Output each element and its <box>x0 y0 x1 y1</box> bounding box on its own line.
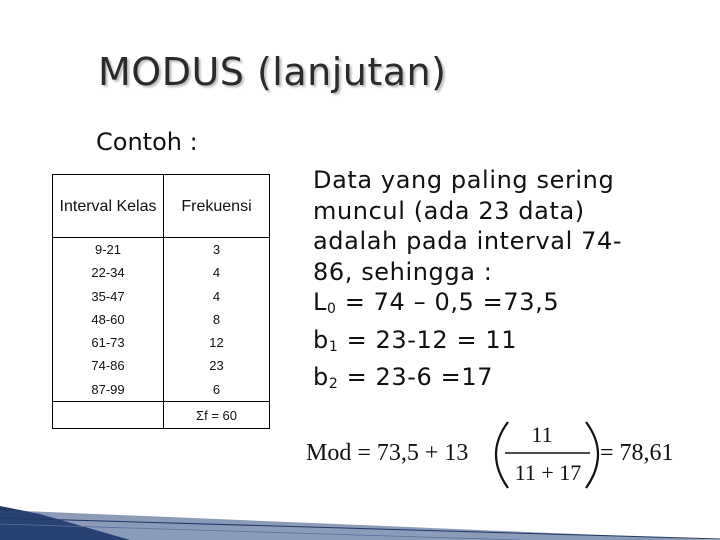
frequency-cell: 3 <box>212 242 221 257</box>
frequency-cell: 4 <box>212 288 221 304</box>
formula-numerator: 11 <box>531 422 553 447</box>
frequency-cell: 23 <box>209 358 224 374</box>
interval-cell: 87-99 <box>91 381 125 397</box>
right-paren <box>586 422 598 488</box>
header-frequency: Frekuensi <box>164 175 270 238</box>
header-interval: Interval Kelas <box>53 175 164 238</box>
frequency-cell: 8 <box>212 311 221 327</box>
formula-lhs: Mod = 73,5 + 13 <box>306 440 469 466</box>
example-label: Contoh : <box>96 128 198 156</box>
frequency-cell: 6 <box>212 381 221 397</box>
interval-column <box>53 238 164 402</box>
left-paren <box>496 422 508 488</box>
formula-result: = 78,61 <box>600 440 674 466</box>
explanation-line: Data yang paling sering <box>313 166 615 194</box>
mode-formula <box>300 416 700 496</box>
sum-cell: Σf = 60 <box>164 402 270 429</box>
interval-cell: 35-47 <box>91 288 125 304</box>
b1-line: $b_1 = 23-12 = 11$ <box>313 325 518 355</box>
formula-denominator: 11 + 17 <box>514 460 582 485</box>
explanation-text <box>313 165 713 400</box>
explanation-line: muncul (ada 23 data) <box>313 196 585 225</box>
frequency-cell: 4 <box>212 265 221 281</box>
frequency-table <box>52 174 270 429</box>
interval-cell: 9-21 <box>94 242 122 257</box>
interval-cell: 48-60 <box>91 311 125 327</box>
interval-cell: 74-86 <box>91 358 125 374</box>
table-sum-row <box>53 402 270 429</box>
explanation-line: adalah pada interval 74- <box>313 227 623 255</box>
decorative-swoosh <box>0 500 720 540</box>
table-header-row <box>53 175 270 238</box>
b2-line: $b_2 = 23-6 =17$ <box>313 363 494 392</box>
explanation-line: 86, sehingga : <box>313 257 493 286</box>
table-body-row <box>53 238 270 402</box>
l0-line: $L_0 = 74 - 0,5 =73,5$ <box>313 288 560 317</box>
frequency-cell: 12 <box>209 335 224 351</box>
interval-cell: 61-73 <box>91 335 125 351</box>
interval-cell: 22-34 <box>91 265 125 281</box>
frequency-column <box>164 238 270 402</box>
sum-empty-cell <box>53 402 164 429</box>
page-title: MODUS (lanjutan) <box>98 50 447 94</box>
